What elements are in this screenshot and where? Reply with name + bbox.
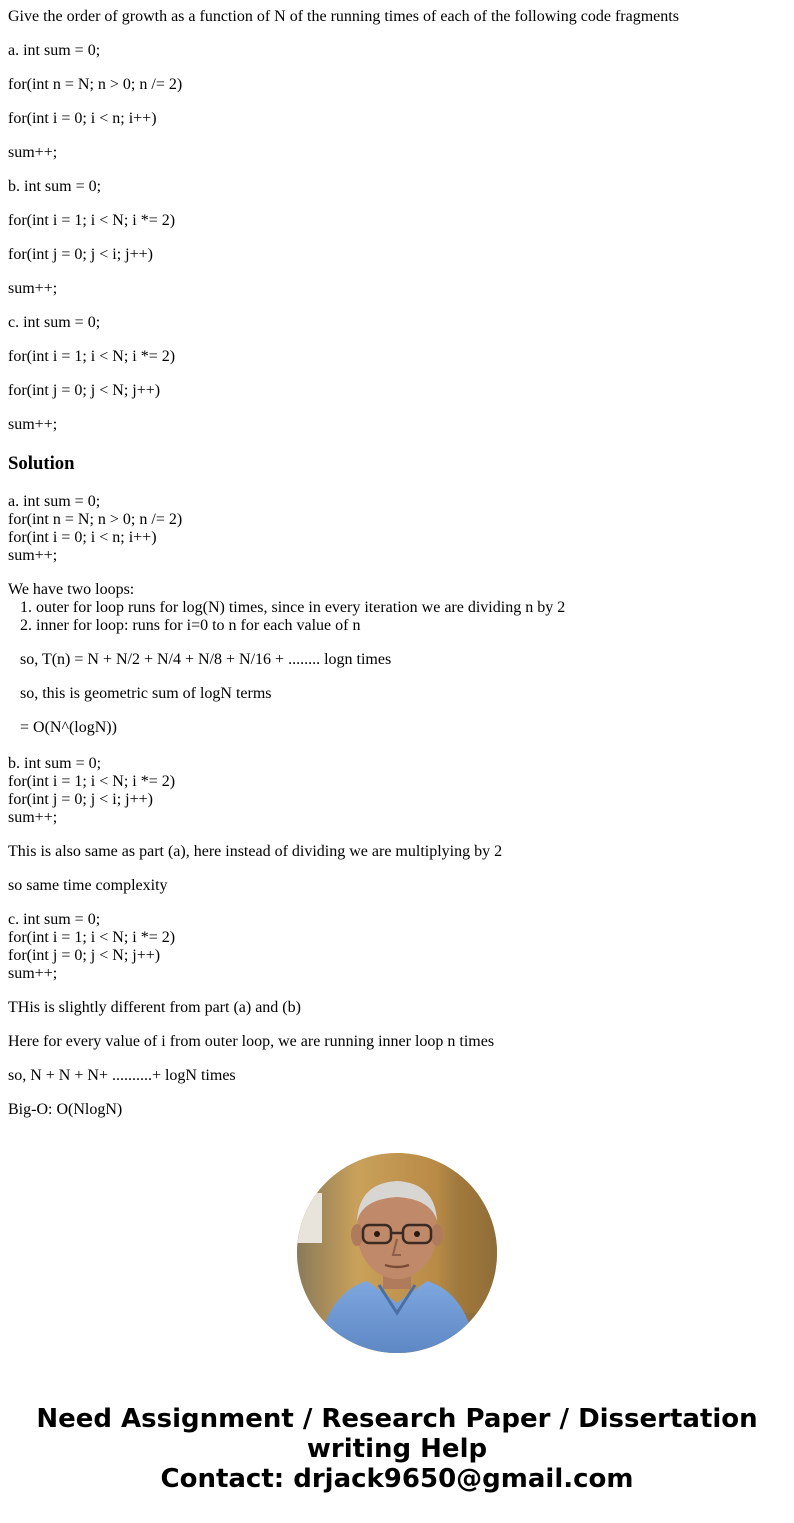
solution-c-code-3: for(int j = 0; j < N; j++) — [8, 947, 161, 964]
solution-c-explanation-3: so, N + N + N+ ..........+ logN times — [8, 1067, 236, 1084]
question-b-line-3: for(int j = 0; j < i; j++) — [8, 246, 153, 263]
portrait-image — [297, 1153, 497, 1353]
solution-c-explanation-4: Big-O: O(NlogN) — [8, 1101, 123, 1118]
solution-b-explanation-1: This is also same as part (a), here instead of dividing we are multiplying by 2 — [8, 843, 503, 860]
solution-c-code-1: c. int sum = 0; — [8, 911, 101, 928]
solution-c-explanation-2: Here for every value of i from outer loop, we are running inner loop n times — [8, 1033, 495, 1050]
solution-a-code-1: a. int sum = 0; — [8, 493, 101, 510]
solution-a-step-1: 1. outer for loop runs for log(N) times, since in every iteration we are dividing n by 2 — [20, 599, 566, 616]
author-avatar — [297, 1153, 497, 1353]
solution-b-code-4: sum++; — [8, 809, 58, 826]
solution-b-code-3: for(int j = 0; j < i; j++) — [8, 791, 153, 808]
question-a-line-3: for(int i = 0; i < n; i++) — [8, 110, 157, 127]
solution-a-explanation-2: so, this is geometric sum of logN terms — [20, 685, 272, 702]
solution-b-code-2: for(int i = 1; i < N; i *= 2) — [8, 773, 176, 790]
question-a-line-4: sum++; — [8, 144, 58, 161]
banner-line-1: Need Assignment / Research Paper / Dissertation — [36, 1404, 758, 1434]
solution-a-step-2: 2. inner for loop: runs for i=0 to n for each value of n — [20, 617, 361, 634]
question-b-line-2: for(int i = 1; i < N; i *= 2) — [8, 212, 176, 229]
banner-line-2: writing Help — [306, 1434, 488, 1464]
question-c-line-4: sum++; — [8, 416, 58, 433]
question-a-line-2: for(int n = N; n > 0; n /= 2) — [8, 76, 183, 93]
solution-c-code-4: sum++; — [8, 965, 58, 982]
question-b-line-4: sum++; — [8, 280, 58, 297]
solution-c-explanation-1: THis is slightly different from part (a) and (b) — [8, 999, 301, 1016]
question-b-line-1: b. int sum = 0; — [8, 178, 102, 195]
banner-contact: Contact: drjack9650@gmail.com — [160, 1464, 634, 1494]
solution-a-explanation-3: = O(N^(logN)) — [20, 719, 117, 736]
solution-heading: Solution — [8, 453, 75, 474]
solution-c-code-2: for(int i = 1; i < N; i *= 2) — [8, 929, 176, 946]
question-c-line-2: for(int i = 1; i < N; i *= 2) — [8, 348, 176, 365]
question-c-line-1: c. int sum = 0; — [8, 314, 101, 331]
question-prompt: Give the order of growth as a function of N of the running times of each of the following code fragments — [8, 8, 679, 25]
solution-a-code-2: for(int n = N; n > 0; n /= 2) — [8, 511, 183, 528]
solution-a-explanation-1: so, T(n) = N + N/2 + N/4 + N/8 + N/16 + ........ logn times — [20, 651, 392, 668]
solution-a-code-3: for(int i = 0; i < n; i++) — [8, 529, 157, 546]
question-c-line-3: for(int j = 0; j < N; j++) — [8, 382, 161, 399]
solution-b-code-1: b. int sum = 0; — [8, 755, 102, 772]
solution-a-code-4: sum++; — [8, 547, 58, 564]
solution-b-explanation-2: so same time complexity — [8, 877, 168, 894]
question-a-line-1: a. int sum = 0; — [8, 42, 101, 59]
solution-a-intro: We have two loops: — [8, 581, 135, 598]
